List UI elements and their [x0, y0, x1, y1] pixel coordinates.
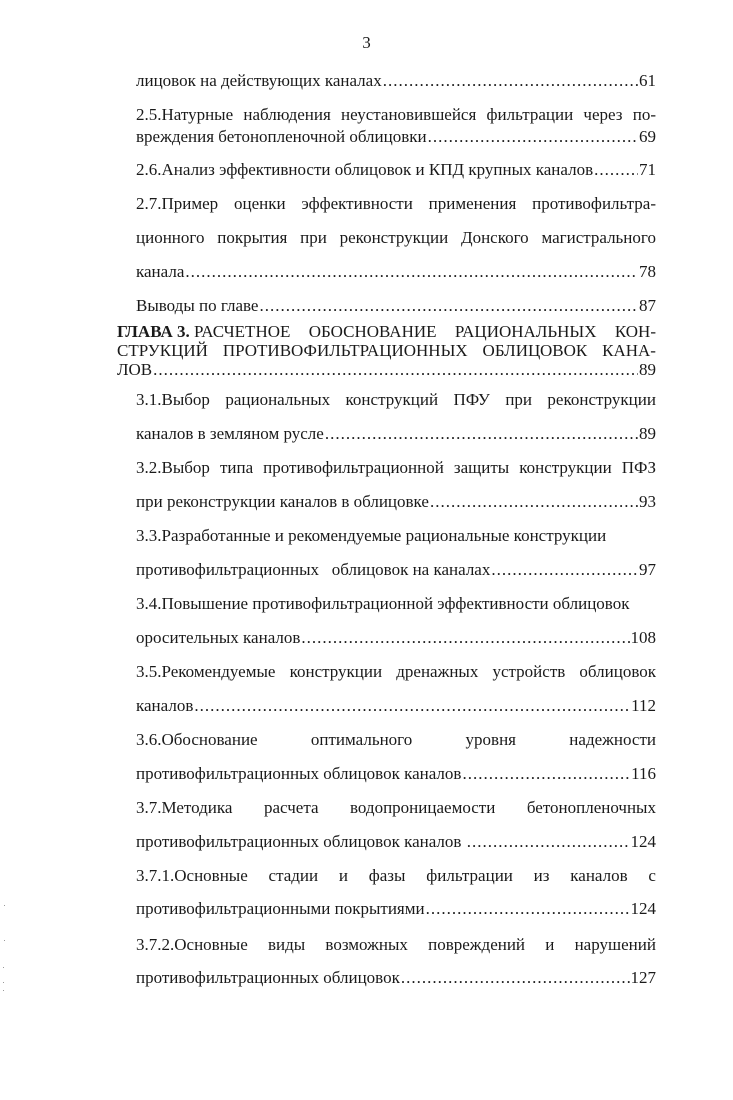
toc-entry-2-7-end: канала ..... 78	[136, 262, 656, 282]
toc-entry-3-4: 3.4.Повышение противофильтрационной эффективности облицовок	[136, 594, 630, 613]
toc-entry-conclusions: Выводы по главе ..... 87	[136, 296, 656, 316]
toc-entry-3-2: 3.2.Выбор типа противофильтрационной защиты конструкции ПФЗ	[136, 458, 656, 477]
toc-entry-3-3: 3.3.Разработанные и рекомендуемые рациональные конструкции	[136, 526, 607, 545]
toc-entry-3-5: 3.5.Рекомендуемые конструкции дренажных устройств облицовок	[136, 662, 656, 681]
toc-entry-3-5-cont: каналов ..... 112	[136, 696, 656, 716]
toc-entry-3-4-cont: оросительных каналов ..... 108	[136, 628, 656, 648]
toc-entry-3-3-cont: противофильтрационных облицовок на каналах ..... 97	[136, 560, 656, 580]
toc-entry-3-7-1: 3.7.1.Основные стадии и фазы фильтрации из каналов с	[136, 866, 656, 885]
toc-entry-3-7: 3.7.Методика расчета водопроницаемости бетонопленочных	[136, 798, 656, 817]
scan-speck	[4, 940, 5, 941]
scan-speck	[4, 905, 5, 906]
toc-entry-3-1-cont: каналов в земляном русле ..... 89	[136, 424, 656, 444]
toc-entry-3-7-1-cont: противофильтрационными покрытиями ..... 124	[136, 899, 656, 919]
chapter-3-heading-cont: СТРУКЦИЙ ПРОТИВОФИЛЬТРАЦИОННЫХ ОБЛИЦОВОК КАНА-	[117, 341, 656, 360]
toc-entry-3-6: 3.6.Обоснование оптимального уровня надежности	[136, 730, 656, 749]
scan-speck	[3, 967, 4, 968]
toc-entry-2-5-cont: вреждения бетонопленочной облицовки ..... 69	[136, 127, 656, 147]
toc-entry-2-7-cont: ционного покрытия при реконструкции Донского магистрального	[136, 228, 656, 247]
page-number: 3	[362, 33, 371, 52]
toc-entry-3-6-cont: противофильтрационных облицовок каналов ..... 116	[136, 764, 656, 784]
toc-entry-2-5: 2.5.Натурные наблюдения неустановившейся фильтрации через по-	[136, 105, 656, 124]
toc-entry: лицовок на действующих каналах ..... 61	[136, 71, 656, 91]
toc-entry-2-7: 2.7.Пример оценки эффективности применения противофильтра-	[136, 194, 656, 213]
toc-entry-3-7-2-cont: противофильтрационных облицовок ..... 127	[136, 968, 656, 988]
scan-speck	[3, 982, 4, 983]
toc-entry-3-7-2: 3.7.2.Основные виды возможных повреждений и нарушений	[136, 935, 656, 954]
toc-entry-2-6: 2.6.Анализ эффективности облицовок и КПД крупных каналов ..... 71	[136, 160, 656, 180]
toc-entry-3-2-cont: при реконструкции каналов в облицовке ..... 93	[136, 492, 656, 512]
chapter-3-heading-end: ЛОВ ..... 89	[117, 360, 656, 380]
chapter-3-heading: ГЛАВА 3. РАСЧЕТНОЕ ОБОСНОВАНИЕ РАЦИОНАЛЬНЫХ КОН-	[117, 322, 656, 341]
toc-entry-3-1: 3.1.Выбор рациональных конструкций ПФУ при реконструкции	[136, 390, 656, 409]
scan-speck	[3, 990, 4, 991]
toc-entry-3-7-cont: противофильтрационных облицовок каналов ..... 124	[136, 832, 656, 852]
